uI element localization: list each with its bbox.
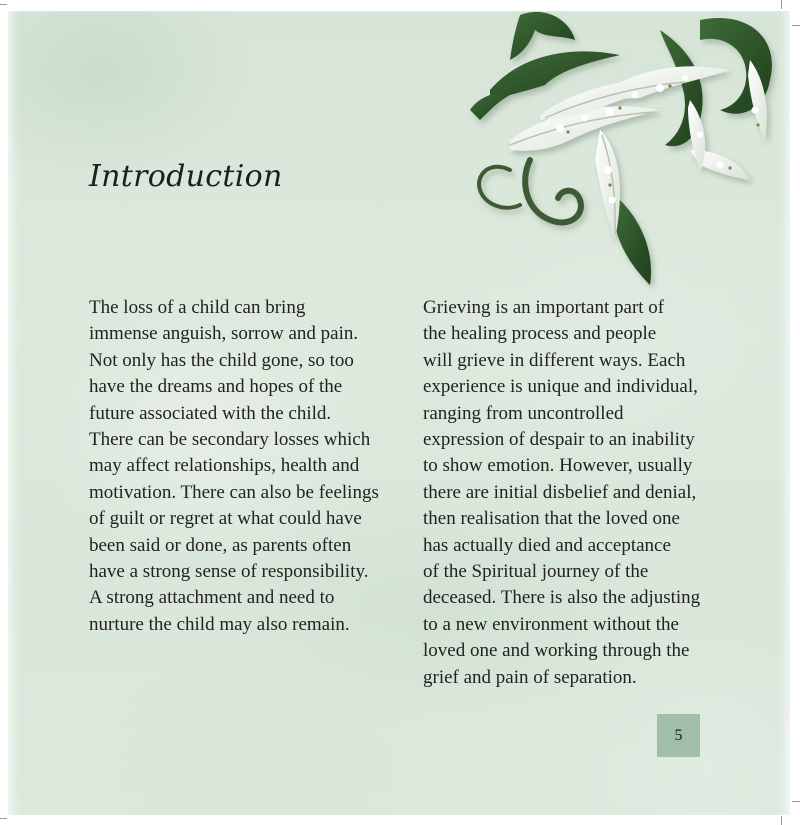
page-number-box <box>657 714 700 757</box>
text-line: there are initial disbelief and denial, <box>423 481 697 503</box>
text-line: the healing process and people <box>423 323 657 345</box>
text-line: has actually died and acceptance <box>423 534 671 556</box>
crop-mark <box>0 4 7 5</box>
right-column-text <box>423 295 723 691</box>
text-line: may affect relationships, health and <box>89 455 360 477</box>
text-line: of the Spiritual journey of the <box>423 561 649 583</box>
text-line: been said or done, as parents often <box>89 534 352 556</box>
text-line: The loss of a child can bring <box>89 297 306 318</box>
crop-mark <box>781 0 782 9</box>
floral-flourish-icon <box>450 11 790 300</box>
text-line: Grieving is an important part of <box>423 297 665 318</box>
text-line: to a new environment without the <box>423 613 679 635</box>
text-line: immense anguish, sorrow and pain. <box>89 323 359 345</box>
text-line: future associated with the child. <box>89 402 332 424</box>
text-line: Not only has the child gone, so too <box>89 349 354 371</box>
text-line: then realisation that the loved one <box>423 508 680 530</box>
crop-mark <box>792 25 800 26</box>
crop-mark <box>0 818 7 819</box>
text-line: will grieve in different ways. Each <box>423 349 686 371</box>
text-line: of guilt or regret at what could have <box>89 508 362 530</box>
page-title: Introduction <box>89 159 283 194</box>
text-line: motivation. There can also be feelings <box>89 481 379 503</box>
text-line: There can be secondary losses which <box>89 429 371 451</box>
text-line: loved one and working through the <box>423 640 690 662</box>
book-page <box>8 11 790 815</box>
text-line: A strong attachment and need to <box>89 587 335 609</box>
left-column-text <box>89 295 389 638</box>
text-line: experience is unique and individual, <box>423 376 698 398</box>
text-line: grief and pain of separation. <box>423 666 637 688</box>
text-line: expression of despair to an inability <box>423 429 695 451</box>
text-line: to show emotion. However, usually <box>423 455 693 477</box>
crop-mark <box>792 801 800 802</box>
text-line: nurture the child may also remain. <box>89 613 350 635</box>
text-line: have the dreams and hopes of the <box>89 376 343 398</box>
text-line: deceased. There is also the adjusting <box>423 587 701 609</box>
text-line: have a strong sense of responsibility. <box>89 561 369 583</box>
text-line: ranging from uncontrolled <box>423 402 624 424</box>
crop-mark <box>781 816 782 825</box>
page-number: 5 <box>674 726 683 744</box>
